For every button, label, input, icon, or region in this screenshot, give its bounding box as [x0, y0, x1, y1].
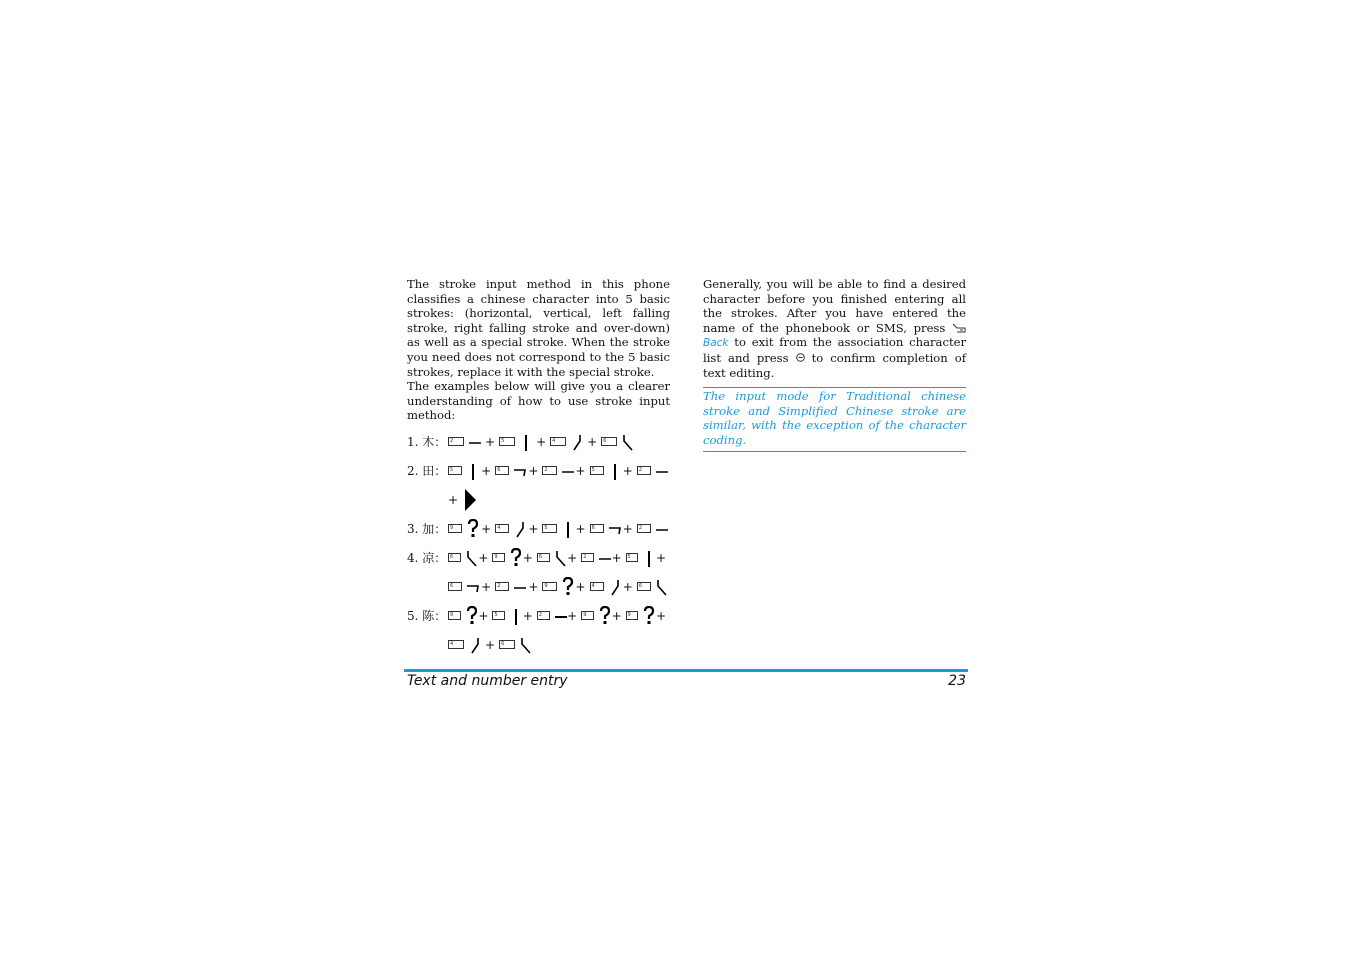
- key-6-icon: 6: [448, 582, 462, 591]
- stroke-left-falling-icon: [468, 635, 482, 655]
- key-4-icon: 4: [448, 640, 464, 649]
- completion-text-a: Generally, you will be able to find a desired character before you finished entering all the strokes. After you have entered the name of the phonebook or SMS, press: [703, 277, 966, 335]
- completion-paragraph: [703, 277, 966, 380]
- back-key-icon: [952, 322, 966, 332]
- key-4-icon: 4: [550, 437, 566, 446]
- stroke-horizontal-icon: [655, 461, 667, 481]
- key-9-icon: 9: [448, 524, 462, 533]
- stroke-special-icon: [509, 548, 520, 568]
- example-2-label: 2. 田：: [407, 463, 447, 478]
- key-9-icon: 9: [448, 611, 461, 620]
- plus-sign: +: [536, 434, 547, 449]
- stroke-right-falling-icon: [519, 635, 533, 655]
- plus-sign: +: [611, 550, 622, 565]
- plus-sign: +: [575, 579, 586, 594]
- stroke-special-icon: [466, 519, 478, 539]
- stroke-left-falling-icon: [570, 432, 584, 452]
- stroke-intro-paragraph: The stroke input method in this phone classifies a chinese character into 5 basic strokes: (horizontal, vertical, left falling stroke, right falling stroke and over-down) as well as a special stroke. When the stroke you need does not correspond to the 5 basic strokes, replace it with the special stroke.: [407, 277, 670, 379]
- example-4: [407, 545, 670, 571]
- key-5-icon: 5: [499, 437, 515, 446]
- stroke-special-icon: [465, 606, 476, 626]
- plus-sign: +: [655, 608, 667, 623]
- key-6-icon: 6: [601, 437, 617, 446]
- example-1-label: 1. 木：: [407, 434, 447, 449]
- key-6-icon: 6: [537, 553, 550, 562]
- plus-sign: +: [655, 550, 667, 565]
- example-2: [407, 458, 670, 484]
- plus-sign: +: [528, 463, 539, 478]
- plus-sign: +: [622, 463, 633, 478]
- plus-sign: +: [528, 521, 539, 536]
- example-4-label: 4. 凉：: [407, 550, 447, 565]
- back-softkey-label: Back: [703, 337, 729, 350]
- example-3: [407, 516, 670, 542]
- key-2-icon: 2: [637, 466, 651, 475]
- stroke-horizontal-icon: [513, 577, 525, 597]
- example-1: [407, 429, 670, 455]
- key-2-icon: 2: [581, 553, 594, 562]
- footer-rule: [404, 669, 968, 672]
- key-6-icon: 6: [590, 524, 604, 533]
- right-column: [703, 277, 966, 452]
- page-number: 23: [948, 673, 966, 689]
- example-5-label: 5. 陈：: [407, 608, 447, 623]
- left-column: [407, 277, 670, 658]
- plus-sign: +: [478, 608, 489, 623]
- key-2-icon: 2: [537, 611, 550, 620]
- footer-section-title: Text and number entry: [407, 673, 568, 689]
- stroke-horizontal-icon: [655, 519, 667, 539]
- key-5-icon: 5: [590, 466, 604, 475]
- key-6-icon: 6: [448, 553, 461, 562]
- plus-sign: +: [485, 637, 496, 652]
- plus-sign: +: [587, 434, 598, 449]
- stroke-horizontal-icon: [598, 548, 609, 568]
- stroke-special-icon: [561, 577, 573, 597]
- key-6-icon: 6: [495, 466, 509, 475]
- example-5-continued: [407, 632, 670, 658]
- example-3-label: 3. 加：: [407, 521, 447, 536]
- completion-text-c: to confirm completion of text editing.: [703, 350, 967, 380]
- key-9-icon: 9: [626, 611, 639, 620]
- examples-intro-paragraph: The examples below will give you a clearer understanding of how to use stroke input method:: [407, 379, 670, 423]
- key-4-icon: 4: [590, 582, 604, 591]
- stroke-left-falling-icon: [608, 577, 620, 597]
- key-2-icon: 2: [542, 466, 556, 475]
- plus-sign: +: [485, 434, 496, 449]
- key-2-icon: 2: [637, 524, 651, 533]
- key-9-icon: 9: [492, 553, 505, 562]
- plus-sign: +: [528, 579, 539, 594]
- stroke-left-falling-icon: [513, 519, 525, 539]
- stroke-vertical-icon: [519, 432, 533, 452]
- key-6-icon: 6: [499, 640, 515, 649]
- key-9-icon: 9: [542, 582, 556, 591]
- coding-note: The input mode for Traditional chinese stroke and Simplified Chinese stroke are similar, with the exception of the character coding.: [703, 387, 966, 451]
- stroke-horizontal-icon: [554, 606, 565, 626]
- plus-sign: +: [481, 579, 492, 594]
- key-5-icon: 5: [542, 524, 556, 533]
- completion-text-b: to exit from the association character list and press: [703, 335, 967, 365]
- stroke-over-down-icon: [608, 519, 620, 539]
- example-5: [407, 603, 670, 629]
- stroke-special-icon: [642, 606, 653, 626]
- arrow-right-icon: [462, 488, 478, 512]
- key-5-icon: 5: [448, 466, 462, 475]
- key-5-icon: 5: [492, 611, 505, 620]
- key-2-icon: 2: [495, 582, 509, 591]
- stroke-over-down-icon: [466, 577, 478, 597]
- stroke-right-falling-icon: [554, 548, 565, 568]
- stroke-vertical-icon: [561, 519, 573, 539]
- stroke-special-icon: [598, 606, 609, 626]
- example-4-continued: [407, 574, 670, 600]
- stroke-vertical-icon: [642, 548, 653, 568]
- stroke-vertical-icon: [608, 461, 620, 481]
- key-6-icon: 6: [637, 582, 651, 591]
- stroke-vertical-icon: [466, 461, 478, 481]
- plus-sign: +: [567, 550, 578, 565]
- stroke-horizontal-icon: [561, 461, 573, 481]
- key-9-icon: 9: [581, 611, 594, 620]
- plus-sign: +: [481, 463, 492, 478]
- stroke-right-falling-icon: [655, 577, 667, 597]
- stroke-vertical-icon: [509, 606, 520, 626]
- stroke-over-down-icon: [513, 461, 525, 481]
- ok-key-icon: [796, 351, 805, 360]
- stroke-right-falling-icon: [621, 432, 635, 452]
- plus-sign: +: [481, 521, 492, 536]
- plus-sign: +: [522, 550, 533, 565]
- example-2-continued: [407, 487, 670, 513]
- plus-sign: +: [611, 608, 622, 623]
- plus-sign: +: [522, 608, 533, 623]
- stroke-right-falling-icon: [465, 548, 476, 568]
- key-2-icon: 2: [448, 437, 464, 446]
- key-5-icon: 5: [626, 553, 639, 562]
- plus-sign: +: [478, 550, 489, 565]
- stroke-horizontal-icon: [468, 432, 482, 452]
- plus-sign: +: [575, 521, 586, 536]
- plus-sign: +: [448, 492, 459, 507]
- plus-sign: +: [622, 579, 633, 594]
- plus-sign: +: [622, 521, 633, 536]
- key-4-icon: 4: [495, 524, 509, 533]
- plus-sign: +: [575, 463, 586, 478]
- plus-sign: +: [567, 608, 578, 623]
